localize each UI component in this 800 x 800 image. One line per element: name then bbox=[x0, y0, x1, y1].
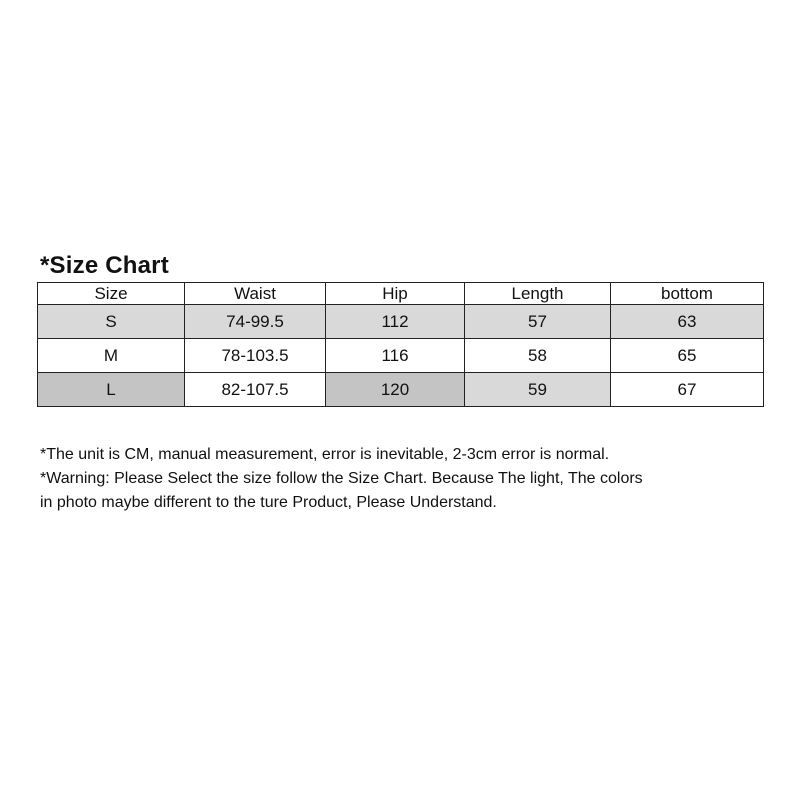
table-row-s bbox=[38, 305, 764, 339]
warning-note-line2: in photo maybe different to the ture Product, Please Understand. bbox=[40, 494, 497, 511]
cell-bottom: 65 bbox=[611, 339, 764, 373]
cell-length: 57 bbox=[465, 305, 611, 339]
cell-waist: 74-99.5 bbox=[185, 305, 326, 339]
table-header-row bbox=[38, 283, 764, 305]
header-bottom: bottom bbox=[611, 283, 764, 305]
cell-hip: 112 bbox=[326, 305, 465, 339]
size-chart-table bbox=[37, 282, 764, 407]
size-chart-title: *Size Chart bbox=[40, 252, 169, 279]
header-waist: Waist bbox=[185, 283, 326, 305]
table-row-l bbox=[38, 373, 764, 407]
cell-waist: 78-103.5 bbox=[185, 339, 326, 373]
cell-size: M bbox=[38, 339, 185, 373]
cell-bottom: 63 bbox=[611, 305, 764, 339]
header-size: Size bbox=[38, 283, 185, 305]
cell-hip: 116 bbox=[326, 339, 465, 373]
cell-waist: 82-107.5 bbox=[185, 373, 326, 407]
notes-block bbox=[40, 443, 780, 515]
header-hip: Hip bbox=[326, 283, 465, 305]
warning-note-line1: *Warning: Please Select the size follow the Size Chart. Because The light, The colors bbox=[40, 470, 643, 487]
cell-length: 58 bbox=[465, 339, 611, 373]
cell-size: L bbox=[38, 373, 185, 407]
cell-hip: 120 bbox=[326, 373, 465, 407]
cell-length: 59 bbox=[465, 373, 611, 407]
cell-bottom: 67 bbox=[611, 373, 764, 407]
unit-note: *The unit is CM, manual measurement, error is inevitable, 2-3cm error is normal. bbox=[40, 446, 610, 463]
header-length: Length bbox=[465, 283, 611, 305]
cell-size: S bbox=[38, 305, 185, 339]
table-row-m bbox=[38, 339, 764, 373]
